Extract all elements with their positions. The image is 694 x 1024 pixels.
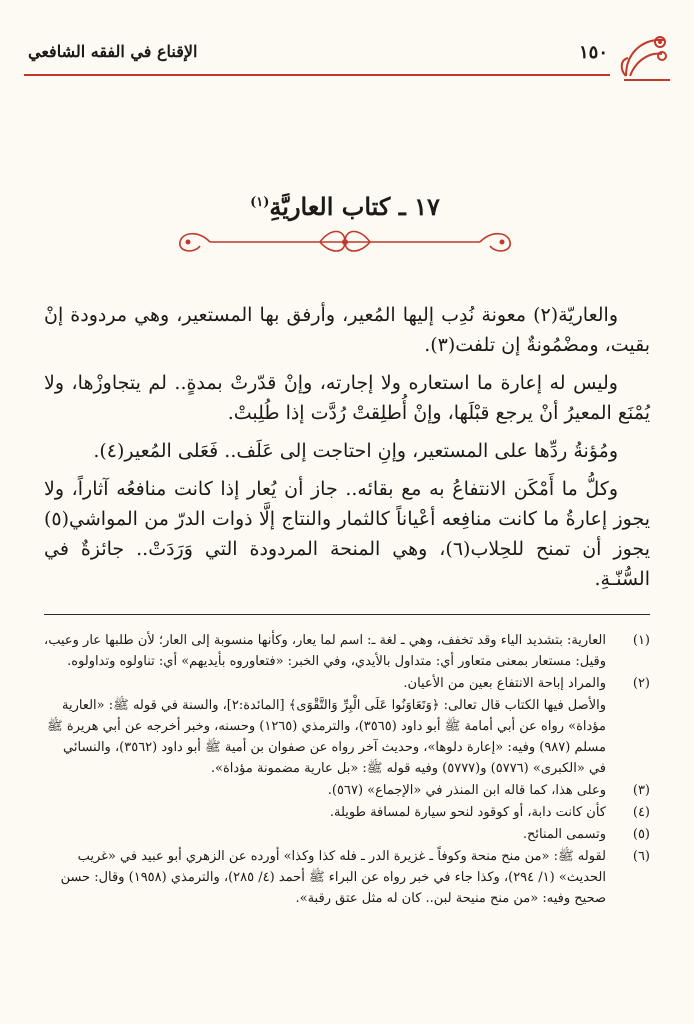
footnote-text: العارية: بتشديد الياء وقد تخفف، وهي ـ لغة ـ: اسم لما يعار، وكأنها منسوبة إلى العار؛ لأن طلبها عار وعيب، وقيل: مستعار بمعنى متعاور أي: متداول بالأيدي، وفي الخبر: «فتعاوروه بأيديهم» أي: تناولوه وتداولوه. — [44, 633, 606, 669]
header-rule — [24, 74, 610, 76]
footnote-number: (٢) — [632, 676, 650, 691]
page-number: ١٥٠ — [578, 42, 608, 63]
chapter-title — [170, 192, 520, 221]
chapter-title-text: ١٧ ـ كتاب العاريَّةِ — [269, 192, 440, 221]
header-book-title: الإقناع في الفقه الشافعي — [28, 42, 198, 61]
footnote — [44, 846, 650, 909]
footnote — [44, 824, 650, 845]
footnote-number: (١) — [632, 633, 650, 648]
paragraph: وليس له إعارة ما استعاره ولا إجارته، وإنْ قدّرتْ بمدةٍ.. لم يتجاوزْها، ولا يُمْنَع المعيرُ أنْ يرجع قبْلَها، وإنْ أُطلِقتْ رُدَّت إذا طُلِبتْ. — [44, 372, 650, 424]
footnote-divider — [44, 614, 650, 615]
chapter-heading — [170, 190, 520, 270]
footnote-text: كأن كانت دابة، أو كوقود لنحو سيارة لمسافة طويلة. — [329, 805, 606, 820]
running-header — [24, 30, 674, 80]
chapter-footnote-ref: (١) — [250, 195, 270, 210]
footnote — [44, 695, 650, 779]
footnote — [44, 673, 650, 694]
paragraph: وكلُّ ما أَمْكَن الانتفاعُ به مع بقائه.. جاز أن يُعار إذا كانت منافعُه آثاراً، ولا يجوز إعارةُ ما كانت منافِعه أعْياناً كالثمار والنتاج إلَّا ذوات الدرّ من المواشي(٥) يجوز أن تمنح للحِلاب(٦)، وهي المنحة المردودة التي وَرَدَتْ.. جائزةٌ في السُّنّـةِ. — [44, 478, 650, 590]
footnote-number: (٦) — [632, 849, 650, 864]
footnote-text: لقوله ﷺ: «من منح منحة وكوفاً ـ غزيرة الدر ـ فله كذا وكذا» أورده عن الزهري أبو عبيد في «غريب الحديث» (١/ ٢٩٤)، وكذا جاء في خبر رواه عن البراء ﷺ أحمد (٤/ ٢٨٥)، والترمذي (١٩٥٨) وقال: حسن صحيح وفيه: «من منح منيحة لبن.. كان له مثل عتق رقبة». — [60, 849, 606, 906]
footnote-text: وتسمى المنائح. — [522, 827, 606, 842]
paragraph: والعاريّة(٢) معونة نُدِب إليها المُعير، وأرفق بها المستعير، وهي مردودة إنْ بقيت، ومضْمُونةٌ إن تلفت(٣). — [44, 304, 650, 356]
footnote — [44, 630, 650, 672]
footnote — [44, 802, 650, 823]
footnote — [44, 780, 650, 801]
footnote-text: وعلى هذا، كما قاله ابن المنذر في «الإجماع» (٥٦٧). — [327, 783, 606, 798]
footnote-text: والأصل فيها الكتاب قال تعالى: ﴿وَتَعَاوَنُوا عَلَى الْبِرِّ وَالتَّقْوَى﴾ [المائدة:٢]، والسنة في قوله ﷺ: «العارية مؤداة» رواه عن أبي أمامة ﷺ أبو داود (٣٥٦٥)، والترمذي (١٢٦٥) وحسنه، وخبر أخرجه عن أبي هريرة ﷺ مسلم (٩٨٧) وفيه: «إعارة دلوها»، وحديث آخر رواه عن صفوان بن أمية ﷺ أبو داود (٣٥٦٢)، والنسائي في «الكبرى» (٥٧٧٦) و(٥٧٧٧) وفيه قوله ﷺ: «بل عارية مضمونة مؤداة». — [47, 698, 606, 776]
footnotes — [44, 630, 650, 910]
footnote-text: والمراد إباحة الانتفاع بعين من الأعيان. — [403, 676, 606, 691]
footnote-number: (٣) — [632, 783, 650, 798]
footnote-number: (٥) — [632, 827, 650, 842]
floral-ornament-icon — [616, 30, 674, 88]
footnote-number: (٤) — [632, 805, 650, 820]
title-flourish-icon — [170, 220, 520, 260]
paragraph: ومُؤنةُ ردِّها على المستعير، وإنِ احتاجت إلى عَلَف.. فَعَلى المُعير(٤). — [93, 440, 618, 462]
main-text — [44, 300, 650, 602]
